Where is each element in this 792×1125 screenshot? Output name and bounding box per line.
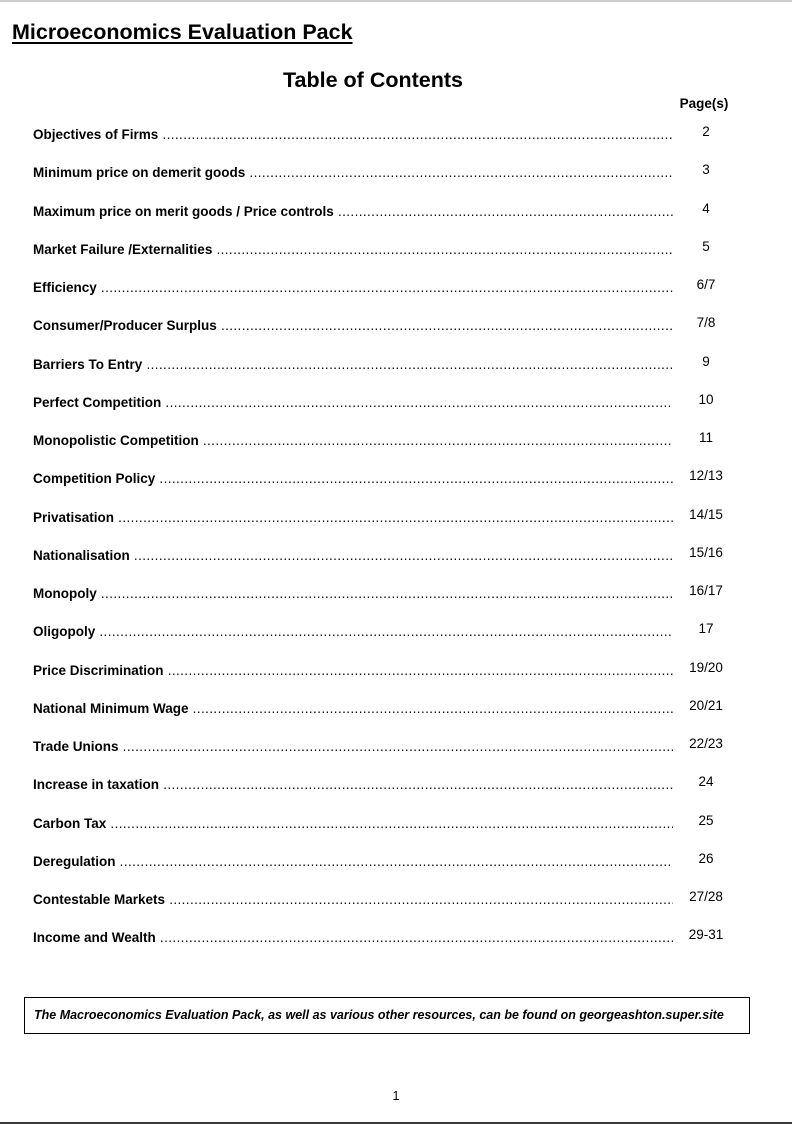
toc-entry[interactable] [33, 507, 733, 545]
toc-entry-leader [33, 468, 679, 492]
toc-entry-label: Efficiency ..... [33, 280, 673, 296]
toc-entry-label: National Minimum Wage ..... [33, 701, 673, 717]
toc-entry-leader [33, 621, 679, 645]
footer-note-box [24, 997, 750, 1034]
toc-entry-label: Privatisation ..... [33, 510, 673, 526]
toc-entry-page: 7/8 [696, 315, 716, 331]
toc-entry-label: Market Failure /Externalities ..... [33, 242, 673, 258]
toc-entry[interactable] [33, 813, 733, 851]
toc-entry-label: Barriers To Entry ..... [33, 357, 673, 373]
toc-heading: Table of Contents [283, 68, 463, 92]
toc-entry[interactable] [33, 430, 733, 468]
toc-entry-page: 29-31 [688, 927, 724, 943]
document-title: Microeconomics Evaluation Pack [12, 20, 353, 44]
toc-entry-label: Consumer/Producer Surplus ..... [33, 318, 673, 334]
toc-entry-label: Price Discrimination ..... [33, 663, 673, 679]
toc-entry-label: Income and Wealth ..... [33, 930, 673, 946]
toc-entry-label: Competition Policy ..... [33, 471, 673, 487]
toc-entry-leader [33, 315, 679, 339]
toc-entry-label: Maximum price on merit goods / Price controls ..... [33, 204, 673, 220]
toc-entry-leader [33, 392, 679, 416]
toc-entry[interactable] [33, 315, 733, 353]
bottom-border [0, 1122, 792, 1124]
toc-entry-leader [33, 239, 679, 263]
toc-entry-label: Perfect Competition ..... [33, 395, 673, 411]
toc-entry-label: Increase in taxation ..... [33, 777, 673, 793]
table-of-contents [33, 124, 733, 966]
toc-entry[interactable] [33, 277, 733, 315]
toc-entry-page: 27/28 [689, 889, 723, 904]
toc-entry-leader [33, 927, 679, 951]
toc-entry-page: 3 [702, 162, 710, 178]
toc-entry-label: Objectives of Firms ..... [33, 127, 673, 143]
toc-entry-label: Monopoly ..... [33, 586, 673, 602]
toc-entry-leader [33, 889, 679, 913]
page-column-header: Page(s) [679, 96, 729, 111]
toc-entry-leader [33, 277, 679, 301]
toc-entry[interactable] [33, 927, 733, 965]
toc-entry-page: 9 [702, 353, 710, 369]
toc-entry-label: Deregulation ..... [33, 854, 673, 870]
toc-entry-page: 20/21 [689, 697, 723, 713]
toc-entry-leader [33, 354, 679, 378]
toc-entry-page: 22/23 [689, 736, 723, 751]
toc-entry-label: Trade Unions ..... [33, 739, 673, 755]
toc-entry[interactable] [33, 201, 733, 239]
toc-entry-page: 12/13 [689, 468, 723, 484]
toc-entry-label: Minimum price on demerit goods ..... [33, 165, 673, 181]
toc-entry-page: 16/17 [689, 583, 723, 598]
toc-entry-page: 2 [702, 124, 710, 139]
toc-entry[interactable] [33, 736, 733, 774]
toc-entry[interactable] [33, 545, 733, 583]
toc-entry[interactable] [33, 468, 733, 506]
toc-entry-leader [33, 545, 679, 569]
toc-entry-label: Monopolistic Competition ..... [33, 433, 673, 449]
toc-entry-label: Carbon Tax ..... [33, 816, 673, 832]
toc-entry-leader [33, 736, 679, 760]
toc-entry-page: 6/7 [696, 277, 716, 292]
toc-entry[interactable] [33, 774, 733, 812]
toc-entry-leader [33, 430, 679, 454]
toc-entry[interactable] [33, 162, 733, 200]
toc-entry-page: 14/15 [689, 506, 723, 522]
footer-note: The Macroeconomics Evaluation Pack, as well as various other resources, can be found on georgeashton.super.site [34, 1008, 724, 1022]
toc-entry-page: 15/16 [689, 544, 723, 560]
toc-entry-leader [33, 124, 679, 148]
toc-entry-leader [33, 507, 679, 531]
toc-entry[interactable] [33, 124, 733, 162]
toc-entry-page: 5 [702, 238, 710, 254]
toc-entry-page: 11 [698, 430, 713, 445]
toc-entry-page: 10 [698, 391, 714, 407]
page-number: 1 [392, 1089, 400, 1103]
toc-entry[interactable] [33, 583, 733, 621]
toc-entry-leader [33, 162, 679, 186]
toc-entry-leader [33, 201, 679, 225]
toc-entry-page: 26 [698, 850, 714, 866]
top-border [0, 0, 792, 2]
toc-entry-leader [33, 583, 679, 607]
toc-entry-label: Contestable Markets ..... [33, 892, 673, 908]
toc-entry[interactable] [33, 851, 733, 889]
toc-entry-page: 19/20 [689, 659, 723, 675]
toc-entry-page: 25 [698, 812, 714, 828]
toc-entry-page: 24 [698, 774, 714, 790]
toc-entry[interactable] [33, 354, 733, 392]
toc-entry-leader [33, 813, 679, 837]
toc-entry[interactable] [33, 660, 733, 698]
toc-entry-page: 4 [702, 200, 710, 216]
toc-entry-leader [33, 851, 679, 875]
toc-entry-leader [33, 698, 679, 722]
toc-entry-label: Nationalisation ..... [33, 548, 673, 564]
toc-entry-page: 17 [698, 621, 714, 637]
toc-entry-leader [33, 660, 679, 684]
toc-entry[interactable] [33, 889, 733, 927]
toc-entry-label: Oligopoly ..... [33, 624, 673, 640]
toc-entry-leader [33, 774, 679, 798]
toc-entry[interactable] [33, 698, 733, 736]
toc-entry[interactable] [33, 621, 733, 659]
toc-entry[interactable] [33, 392, 733, 430]
toc-entry[interactable] [33, 239, 733, 277]
